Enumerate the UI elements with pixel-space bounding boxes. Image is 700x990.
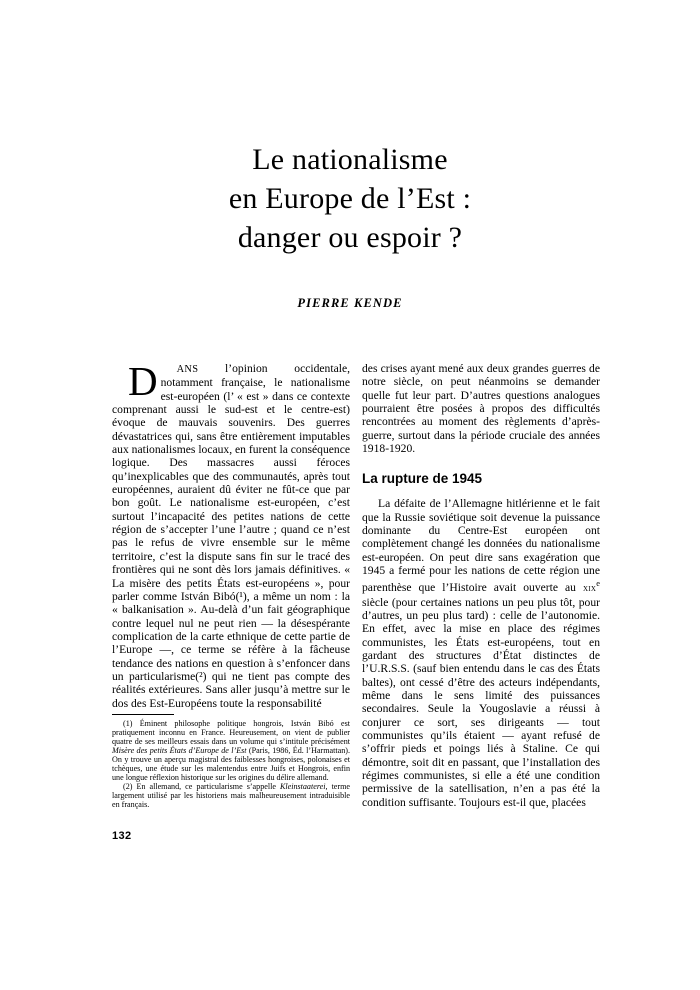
footnote-2-marker: (2)	[123, 782, 133, 791]
body-column-right	[362, 362, 600, 809]
opening-paragraph-text: l’opinion occidentale, notamment française, le nationalisme est-européen (l’ « est » dans ce contexte comprenant aussi le sud-est et le centre-est) évoque de mauvais souvenirs. Des guerres dévastatrices qui, sans être entièrement imputables aux nationalismes locaux, en furent la conséquence logique. Des massacres aussi féroces qu’inexplicables que des communautés, après tout européennes, auraient dû éviter ne fût-ce que par bon goût. Le nationalisme est-européen, c’est surtout l’incapacité des petites nations de cette région de s’accepter l’une l’autre ; quand ce n’est pas le refus de vivre ensemble sur le même territoire, c’est la dispute sans fin sur le tracé des frontières qui ne sont dès lors jamais définitives. « La misère des petits États est-européens », pour parler comme István Bibó(¹), a même un nom : la « balkanisation ». Au-delà d’un fait géographique contre lequel nul ne peut rien — la désespérante complication de la carte ethnique de cette partie de l’Europe —, ce terme se réfère à la fâcheuse tendance des nations en question à s’enfoncer dans un particularisme(²) qui ne tient pas compte des réalités extérieures. Sans aller jusqu’à mettre sur le dos des Est-Européens toute la responsabilité	[112, 362, 350, 710]
footnote-1-text-before: Éminent philosophe politique hongrois, István Bibó est pratiquement inconnu en France. Heureusement, on vient de publier quatre de ses meilleurs essais dans un volume qui s’intitule précisément	[112, 719, 350, 746]
footnote-2-text-after: , terme largement utilisé par les historiens mais malheureusement intraduisible en français.	[112, 782, 350, 809]
title-line-1: Le nationalisme	[252, 143, 448, 176]
section-spacer	[362, 455, 600, 471]
footnote-1-marker: (1)	[123, 719, 133, 728]
section-heading: La rupture de 1945	[362, 471, 483, 487]
footnote-1-italic-title: Misère des petits États d’Europe de l’Est	[112, 746, 247, 755]
body-column-left	[112, 358, 350, 710]
section-paragraph-part1: La défaite de l’Allemagne hitlérienne et le fait que la Russie soviétique soit devenue la puissance dominante du Centre-Est européen ont complètement changé les données du nationalisme est-européen. On peut dire sans exagération que 1945 a fermé pour les nations de cette région une parenthèse que l’Histoire avait ouverte au	[362, 497, 600, 595]
drop-cap: D	[128, 358, 158, 404]
section-paragraph	[362, 497, 600, 809]
author-byline: PIERRE KENDE	[297, 296, 403, 310]
small-caps-lead: ANS	[176, 364, 199, 375]
century-ordinal-superscript: e	[596, 579, 600, 589]
footnote-1-text-after: (Paris, 1986, Éd. l’Harmattan). On y trouve un aperçu magistral des faiblesses hongroises, polonaises et tchèques, une étude sur les malentendus entre Juifs et Hongrois, enfin une longue réflexion historique sur les origines du délire allemand.	[112, 746, 350, 782]
section-paragraph-part2: siècle (pour certaines nations un peu plus tôt, pour d’autres, un peu plus tard) : celle de l’autonomie. En effet, avec la mise en place des régimes communistes, les États est-européens, tout en gardant des structures d’État distinctes de l’U.R.S.S. (sauf bien entendu dans le cas des États baltes), ont cessé d’être des acteurs indépendants, même dans le sens limité des puissances secondaires. Seule la Yougoslavie a réussi à conjurer ce sort, ses dirigeants — tout communistes qu’ils étaient — ayant refusé de s’offrir pieds et poings liés à Staline. Ce qui démontre, soit dit en passant, que l’installation des régimes communistes, si elle a été une condition permissive de la satellisation, n’en a pas été la condition suffisante. Toujours est-il que, placées	[362, 595, 600, 809]
footnotes-block	[112, 714, 350, 809]
century-small-caps: xix	[582, 583, 597, 595]
footnote-2-italic-title: Kleinstaaterei	[279, 782, 326, 791]
continuation-paragraph: des crises ayant mené aux deux grandes guerres de notre siècle, on peut néanmoins se demander quelle fut leur part. D’autres questions analogues pourraient être posées à propos des difficultés rencontrées au moment des règlements d’après-guerre, surtout dans la période cruciale des années 1918-1920.	[362, 362, 600, 456]
title-line-2: en Europe de l’Est :	[228, 182, 472, 215]
footnote-1	[112, 719, 350, 782]
opening-paragraph	[112, 358, 350, 710]
footnote-2	[112, 782, 350, 809]
page-number: 132	[112, 830, 132, 842]
title-line-3: danger ou espoir ?	[237, 221, 463, 254]
footnote-2-text-before: En allemand, ce particularisme s’appelle	[132, 782, 280, 791]
title-block	[0, 140, 700, 257]
footnote-separator-rule	[112, 714, 174, 715]
page-title	[0, 140, 700, 257]
